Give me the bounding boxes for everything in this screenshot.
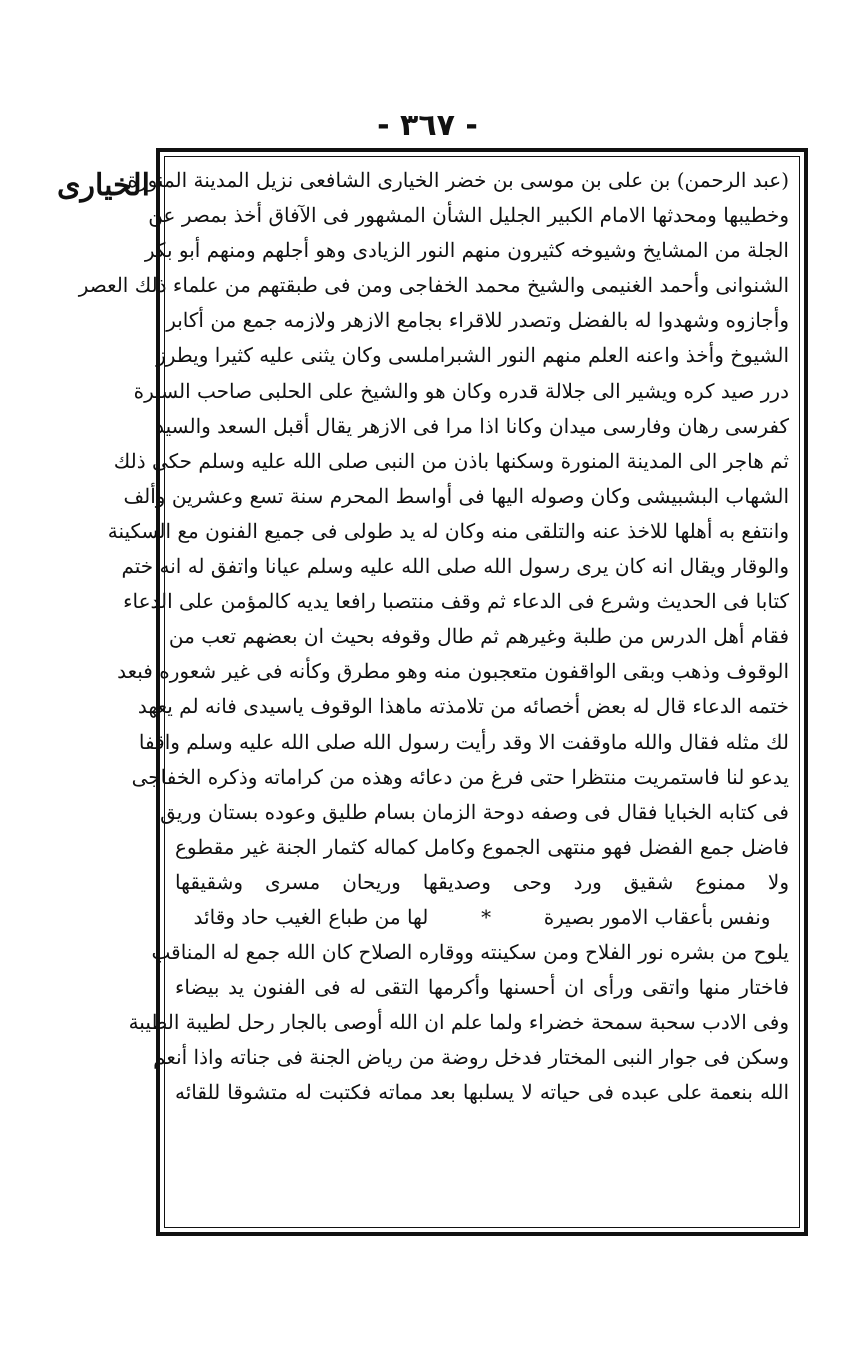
body-text [78,163,789,1111]
page-number: - ٣٦٧ - [377,108,478,143]
text-line: فى كتابه الخبايا فقال فى وصفه دوحة الزمان بسام طليق وعوده بستان وريق [160,799,789,824]
text-line: فاضل جمع الفضل فهو منتهى الجموع وكامل كماله كثمار الجنة غير مقطوع [175,834,789,859]
text-line: فاختار منها واتقى ورأى ان أحسنها وأكرمها التقى له فى الفنون يد بيضاء [175,975,789,1000]
text-line: الشيوخ وأخذ واعنه العلم منهم النور الشبراملسى وكان يثنى عليه كثيرا ويطرز [156,343,789,368]
verse-line [175,900,789,935]
text-line: ثم هاجر الى المدينة المنورة وسكنها باذن من النبى صلى الله عليه وسلم حكى ذلك [113,448,789,473]
text-line: ختمه الدعاء قال له بعض أخصائه من تلامذته ماهذا الوقوف ياسيدى فانه لم يعهد [137,694,789,719]
text-line: ولا ممنوع شقيق ورد وحى وصديقها وريحان مسرى وشقيقها [175,869,789,894]
text-line: وسكن فى جوار النبى المختار فدخل روضة من رياض الجنة فى جناته واذا أنعم [153,1045,789,1070]
text-line: درر صيد كره ويشير الى جلالة قدره وكان هو والشيخ على الحلبى صاحب السيرة [133,378,789,403]
text-line: الجلة من المشايخ وشيوخه كثيرون منهم النور الزيادى وهو أجلهم ومنهم أبو بكر [144,238,789,263]
text-line: لك مثله فقال والله ماوقفت الا وقد رأيت رسول الله صلى الله عليه وسلم واقفا [138,729,789,754]
text-line: يدعو لنا فاستمريت منتظرا حتى فرغ من دعائه وهذه من كراماته وذكره الخفاجى [131,764,789,789]
text-frame-inner [78,156,800,1228]
text-line: الشنوانى وأحمد الغنيمى والشيخ محمد الخفاجى ومن فى طبقتهم من علماء ذلك العصر [78,273,789,298]
text-line: وانتفع به أهلها للاخذ عنه والتلقى منه وكان له يد طولى فى جميع الفنون مع السكينة [107,518,789,543]
verse-second-hemistich: لها من طباع الغيب حاد وقائد [193,904,429,929]
text-line: وخطيبها ومحدثها الامام الكبير الجليل الشأن المشهور فى الآفاق أخذ بمصر عن [148,203,789,228]
text-line: الشهاب البشبيشى وكان وصوله اليها فى أواسط المحرم سنة تسع وعشرين وألف [123,483,789,508]
text-line: يلوح من بشره نور الفلاح ومن سكينته ووقاره الصلاح كان الله جمع له المناقب [151,940,789,965]
verse-first-hemistich: ونفس بأعقاب الامور بصيرة [543,904,771,929]
text-line: كتابا فى الحديث وشرع فى الدعاء ثم وقف منتصبا رافعا يديه كالمؤمن على الدعاء [123,589,789,614]
verse-separator: * [481,904,492,929]
text-line: والوقار ويقال انه كان يرى رسول الله صلى الله عليه وسلم عيانا واتفق له انه ختم [121,554,789,579]
text-frame [78,148,808,1236]
text-line: وفى الادب سحبة سمحة خضراء ولما علم ان الله أوصى بالجار رحل لطيبة الطيبة [128,1010,789,1035]
text-line: فقام أهل الدرس من طلبة وغيرهم ثم طال وقوفه بحيث ان بعضهم تعب من [168,624,789,649]
text-line: كفرسى رهان وفارسى ميدان وكانا اذا مرا فى الازهر يقال أقبل السعد والسيد [155,413,789,438]
text-line: وأجازوه وشهدوا له بالفضل وتصدر للاقراء بجامع الازهر ولازمه جمع من أكابر [166,308,789,333]
text-line: الله بنعمة على عبده فى حياته لا يسلبها بعد مماته فكتبت له متشوقا للقائه [175,1080,789,1105]
text-line: الوقوف وذهب وبقى الواقفون متعجبون منه وهو مطرق وكأنه فى غير شعوره فبعد [117,659,789,684]
text-line: (عبد الرحمن) بن على بن موسى بن خضر الخيارى الشافعى نزيل المدينة المنورة [127,168,789,192]
margin-note: الخيارى [56,168,150,203]
